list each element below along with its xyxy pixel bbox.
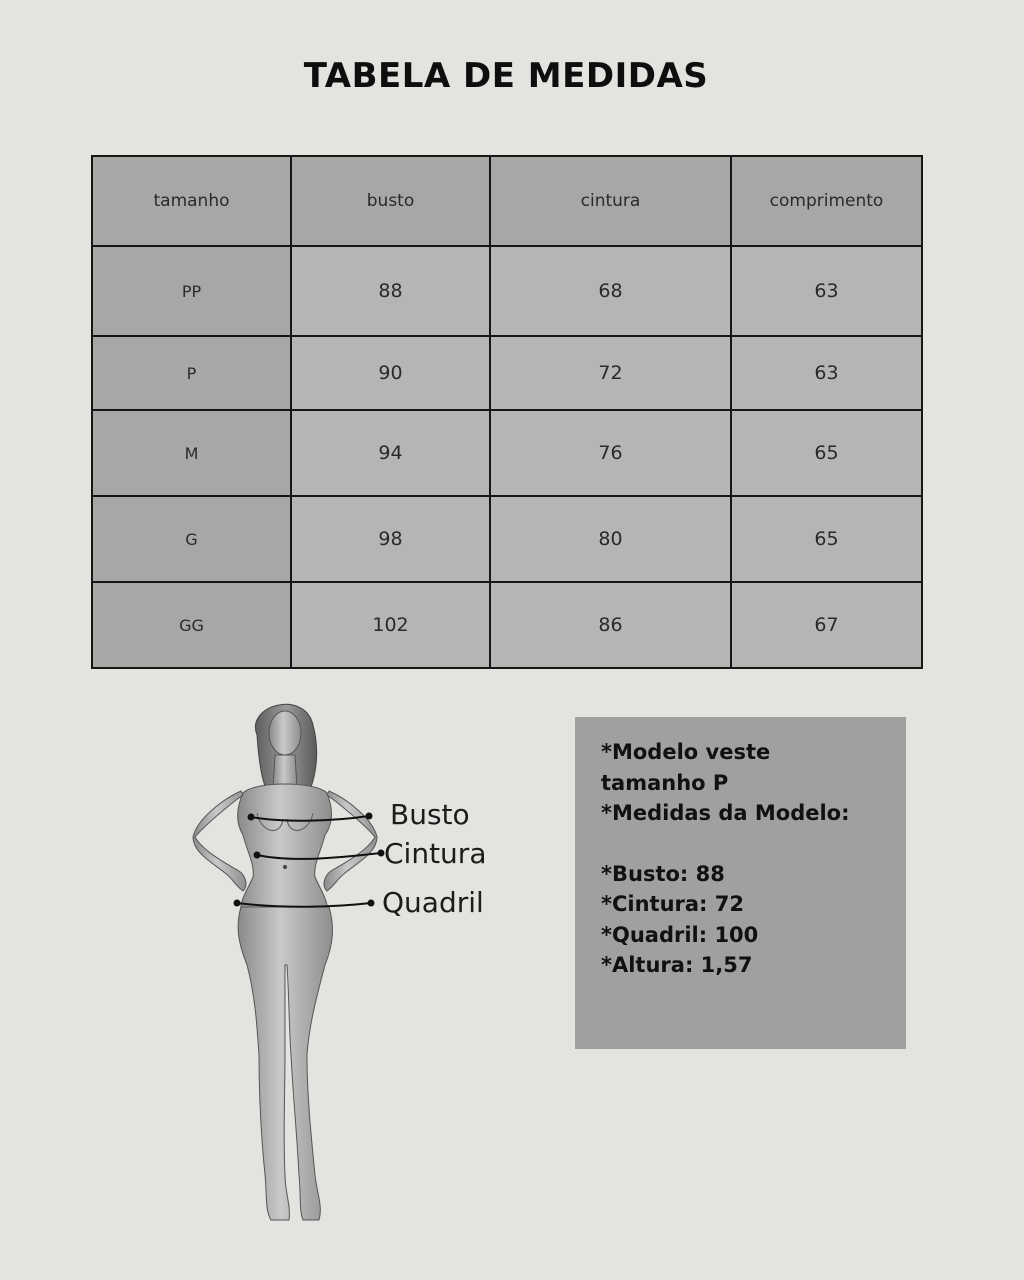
bust-cell: 94 [291,410,490,496]
waist-cell: 86 [490,582,731,668]
size-cell: GG [92,582,291,668]
body-measurement-figure [185,695,515,1230]
table-row [92,336,922,410]
table-row [92,246,922,336]
table-row [92,410,922,496]
table-header-row [92,156,922,246]
model-hip: *Quadril: 100 [601,922,759,947]
size-cell: PP [92,246,291,336]
length-cell: 65 [731,410,922,496]
model-measurements-heading: *Medidas da Modelo: [601,801,850,825]
bust-cell: 102 [291,582,490,668]
page-title: TABELA DE MEDIDAS [303,56,709,96]
waist-cell: 80 [490,496,731,582]
waist-cell: 72 [490,336,731,410]
size-chart-table [91,155,923,669]
bust-cell: 88 [291,246,490,336]
size-cell: M [92,410,291,496]
header-waist: cintura [490,156,731,246]
bust-cell: 90 [291,336,490,410]
size-cell: P [92,336,291,410]
header-bust: busto [291,156,490,246]
body-silhouette-illustration [185,695,515,1230]
length-cell: 63 [731,246,922,336]
waist-cell: 76 [490,410,731,496]
length-cell: 65 [731,496,922,582]
table-row [92,496,922,582]
hip-label: Quadril [382,886,484,919]
model-wears-text: *Modelo veste [601,740,771,764]
header-size: tamanho [92,156,291,246]
size-cell: G [92,496,291,582]
model-info-box [575,717,906,1049]
waist-label: Cintura [384,837,487,870]
table-row [92,582,922,668]
waist-cell: 68 [490,246,731,336]
model-height: *Altura: 1,57 [601,953,753,977]
bust-cell: 98 [291,496,490,582]
model-size-text: tamanho P [601,770,729,795]
bust-label: Busto [390,798,470,831]
model-bust: *Busto: 88 [601,861,725,886]
length-cell: 67 [731,582,922,668]
model-waist: *Cintura: 72 [601,892,744,916]
header-length: comprimento [731,156,922,246]
length-cell: 63 [731,336,922,410]
